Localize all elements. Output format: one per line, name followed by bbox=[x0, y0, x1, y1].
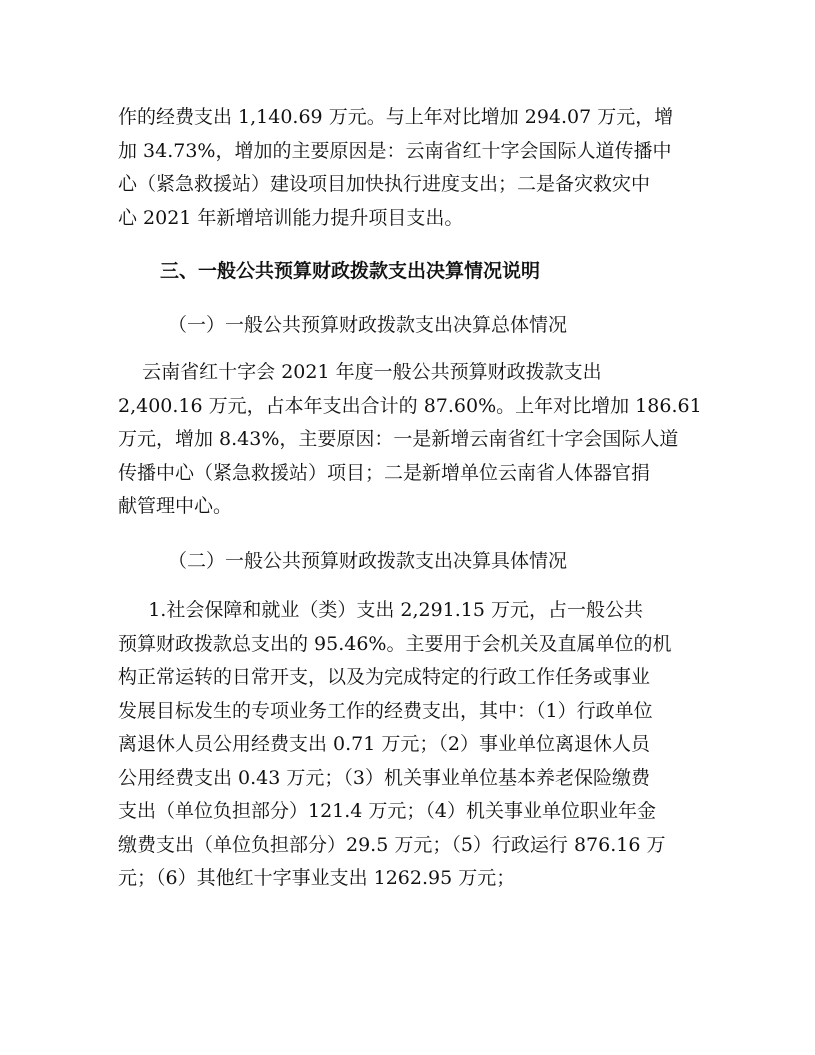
text-line: 传播中心（紧急救援站）项目；二是新增单位云南省人体器官捐 bbox=[118, 461, 651, 484]
text-line: 2,400.16 万元，占本年支出合计的 87.60%。上年对比增加 186.61 bbox=[118, 394, 702, 417]
text-line: 预算财政拨款总支出的 95.46%。主要用于会机关及直属单位的机 bbox=[118, 632, 672, 655]
section-heading-general-budget: 三、一般公共预算财政拨款支出决算情况说明 bbox=[160, 260, 541, 282]
text-line: 心（紧急救援站）建设项目加快执行进度支出；二是备灾救灾中 bbox=[118, 173, 651, 195]
text-line: 1.社会保障和就业（类）支出 2,291.15 万元，占一般公共 bbox=[118, 599, 644, 621]
text-line: 心 2021 年新增培训能力提升项目支出。 bbox=[118, 206, 464, 229]
text-line: 万元，增加 8.43%，主要原因：一是新增云南省红十字会国际人道 bbox=[118, 428, 679, 450]
text-line: 加 34.73%，增加的主要原因是：云南省红十字会国际人道传播中 bbox=[118, 139, 672, 162]
paragraph-social-security-expense bbox=[118, 594, 708, 896]
text-line: 作的经费支出 1,140.69 万元。与上年对比增加 294.07 万元，增 bbox=[118, 106, 674, 128]
text-line: 发展目标发生的专项业务工作的经费支出，其中：（1）行政单位 bbox=[118, 699, 653, 722]
text-line: 缴费支出（单位负担部分）29.5 万元；（5）行政运行 876.16 万 bbox=[118, 833, 666, 856]
subsection-heading-specific: （二）一般公共预算财政拨款支出决算具体情况 bbox=[168, 550, 568, 572]
paragraph-overall-expense bbox=[118, 356, 708, 524]
text-line: 元；（6）其他红十字事业支出 1262.95 万元； bbox=[118, 867, 516, 889]
text-line: 公用经费支出 0.43 万元；（3）机关事业单位基本养老保险缴费 bbox=[118, 766, 650, 789]
text-line: 云南省红十字会 2021 年度一般公共预算财政拨款支出 bbox=[118, 361, 602, 383]
subsection-heading-overall: （一）一般公共预算财政拨款支出决算总体情况 bbox=[168, 314, 568, 336]
text-line: 离退休人员公用经费支出 0.71 万元；（2）事业单位离退休人员 bbox=[118, 733, 650, 755]
text-line: 构正常运转的日常开支，以及为完成特定的行政工作任务或事业 bbox=[118, 666, 651, 688]
paragraph-expense-increase bbox=[118, 101, 708, 235]
text-line: 支出（单位负担部分）121.4 万元；（4）机关事业单位职业年金 bbox=[118, 800, 657, 822]
text-line: 献管理中心。 bbox=[118, 495, 233, 517]
